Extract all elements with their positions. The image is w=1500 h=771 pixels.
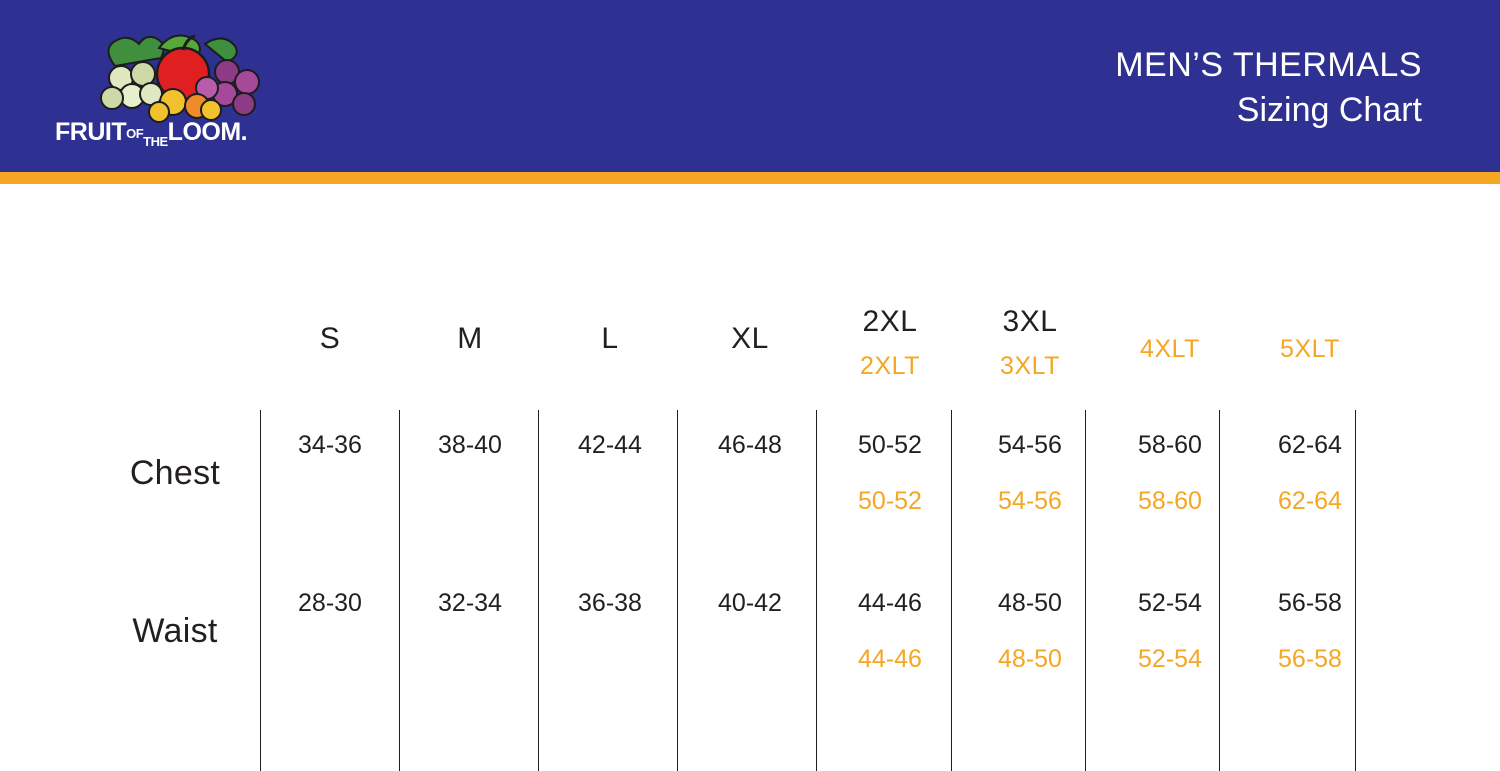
- sizing-chart: [0, 184, 1500, 771]
- size-label-regular: 3XL: [1002, 305, 1058, 338]
- row-label-chest: Chest: [129, 453, 221, 492]
- measurement-cell: [680, 394, 820, 552]
- measurement-regular: 46-48: [718, 431, 782, 459]
- measurement-tall: [260, 485, 400, 517]
- size-label-tall: 5XLT: [1280, 335, 1340, 363]
- measurement-regular: 32-34: [438, 589, 502, 617]
- measurement-regular: 54-56: [998, 431, 1062, 459]
- table-header-row: [90, 294, 1380, 394]
- measurement-cell: [1240, 552, 1380, 710]
- measurement-tall: [260, 643, 400, 675]
- measurement-cell: [260, 394, 400, 552]
- measurement-regular: 34-36: [298, 431, 362, 459]
- page-subtitle: Sizing Chart: [1236, 91, 1422, 129]
- measurement-cell: [960, 394, 1100, 552]
- measurement-regular: 58-60: [1138, 431, 1202, 459]
- measurement-cell: [540, 552, 680, 710]
- fruit-of-the-loom-logo: [55, 22, 275, 154]
- measurement-cell: [820, 394, 960, 552]
- measurement-cell: [260, 552, 400, 710]
- measurement-regular: 36-38: [578, 589, 642, 617]
- measurement-regular: 28-30: [298, 589, 362, 617]
- size-label-regular: XL: [731, 322, 769, 355]
- measurement-tall: 58-60: [1138, 487, 1202, 515]
- measurement-tall: 48-50: [998, 645, 1062, 673]
- size-label-tall: 2XLT: [860, 352, 920, 380]
- measurement-regular: 52-54: [1138, 589, 1202, 617]
- measurement-tall: [680, 643, 820, 675]
- measurement-cell: [680, 552, 820, 710]
- size-column-header: [820, 294, 960, 394]
- measurement-cell: [820, 552, 960, 710]
- measurement-cell: [960, 552, 1100, 710]
- size-label-regular: 2XL: [862, 305, 918, 338]
- logo-word-loom: LOOM: [167, 118, 241, 146]
- measurement-cell: [1100, 394, 1240, 552]
- logo-word-fruit: FRUIT: [55, 118, 127, 146]
- measurement-regular: 56-58: [1278, 589, 1342, 617]
- measurement-tall: [400, 485, 540, 517]
- size-label-regular: S: [319, 322, 341, 355]
- logo-word-period: .: [240, 118, 248, 146]
- measurement-cell: [400, 394, 540, 552]
- size-column-header: [680, 294, 820, 394]
- measurement-tall: 56-58: [1278, 645, 1342, 673]
- row-label-waist: Waist: [132, 611, 218, 650]
- measurement-regular: 62-64: [1278, 431, 1342, 459]
- logo-word-the: THE: [143, 134, 168, 149]
- corner-cell: [90, 294, 260, 394]
- size-column-header: [540, 294, 680, 394]
- size-label-tall: 3XLT: [1000, 352, 1060, 380]
- measurement-regular: 40-42: [718, 589, 782, 617]
- logo-word-of: OF: [126, 126, 144, 141]
- page-header: [0, 0, 1500, 172]
- header-title-block: [1115, 44, 1422, 132]
- size-column-header: [960, 294, 1100, 394]
- measurement-tall: [540, 485, 680, 517]
- measurement-tall: [400, 643, 540, 675]
- measurement-cell: [1240, 394, 1380, 552]
- measurement-cell: [540, 394, 680, 552]
- table-row: [90, 552, 1380, 710]
- measurement-cell: [400, 552, 540, 710]
- size-column-header: [1240, 294, 1380, 394]
- measurement-regular: 44-46: [858, 589, 922, 617]
- measurement-regular: 50-52: [858, 431, 922, 459]
- measurement-tall: 62-64: [1278, 487, 1342, 515]
- size-column-header: [400, 294, 540, 394]
- measurement-tall: [680, 485, 820, 517]
- measurement-tall: 54-56: [998, 487, 1062, 515]
- page-title: MEN’S THERMALS: [1115, 46, 1422, 84]
- measurement-regular: 42-44: [578, 431, 642, 459]
- measurement-regular: 48-50: [998, 589, 1062, 617]
- header-accent-bar: [0, 172, 1500, 184]
- size-label-regular: M: [457, 322, 483, 355]
- measurement-tall: [540, 643, 680, 675]
- measurement-tall: 52-54: [1138, 645, 1202, 673]
- measurement-cell: [1100, 552, 1240, 710]
- measurement-tall: 44-46: [858, 645, 922, 673]
- size-label-regular: L: [601, 322, 619, 355]
- measurement-regular: 38-40: [438, 431, 502, 459]
- size-column-header: [260, 294, 400, 394]
- sizing-table: [90, 294, 1380, 710]
- measurement-tall: 50-52: [858, 487, 922, 515]
- table-row: [90, 394, 1380, 552]
- size-label-tall: 4XLT: [1140, 335, 1200, 363]
- size-column-header: [1100, 294, 1240, 394]
